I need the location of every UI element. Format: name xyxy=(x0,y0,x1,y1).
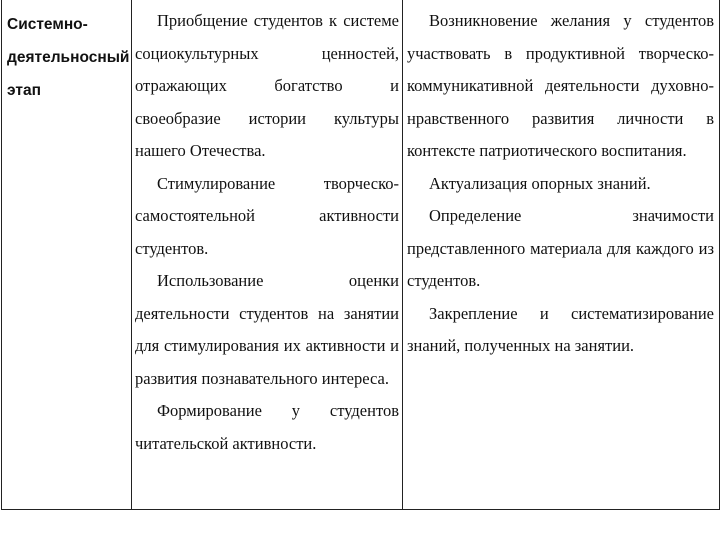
stage-table xyxy=(1,0,720,510)
task-paragraph: Определение значимости представленного материала для каждого из студентов. xyxy=(407,206,714,290)
column-divider xyxy=(131,0,132,510)
tasks-cell xyxy=(407,5,714,363)
goal-paragraph: Приобщение студентов к системе социокультурных ценностей, отражающих богатство и своеобразие истории культуры нашего Отечества. xyxy=(135,11,399,160)
goal-paragraph: Стимулирование творческо-самостоятельной активности студентов. xyxy=(135,173,399,258)
column-divider xyxy=(402,0,403,510)
task-paragraph: Возникновение желания у студентов участвовать в продуктивной творческо-коммуникативной деятельности духовно- нравственного развития личности в контексте патриотического воспитания. xyxy=(407,11,714,160)
goals-cell xyxy=(135,5,399,460)
stage-name-cell xyxy=(7,8,131,107)
stage-name-line: Системно- xyxy=(7,16,88,33)
stage-name-line: этап xyxy=(7,82,41,99)
stage-name-line: деятельносный xyxy=(7,49,130,66)
goal-paragraph: Формирование у студентов читательской активности. xyxy=(135,401,399,453)
task-paragraph: Актуализация опорных знаний. xyxy=(429,173,651,193)
task-paragraph: Закрепление и систематизирование знаний, полученных на занятии. xyxy=(407,303,714,355)
goal-paragraph: Использование оценки деятельности студентов на занятии для стимулирования их активности и развития познавательного интереса. xyxy=(135,271,399,388)
